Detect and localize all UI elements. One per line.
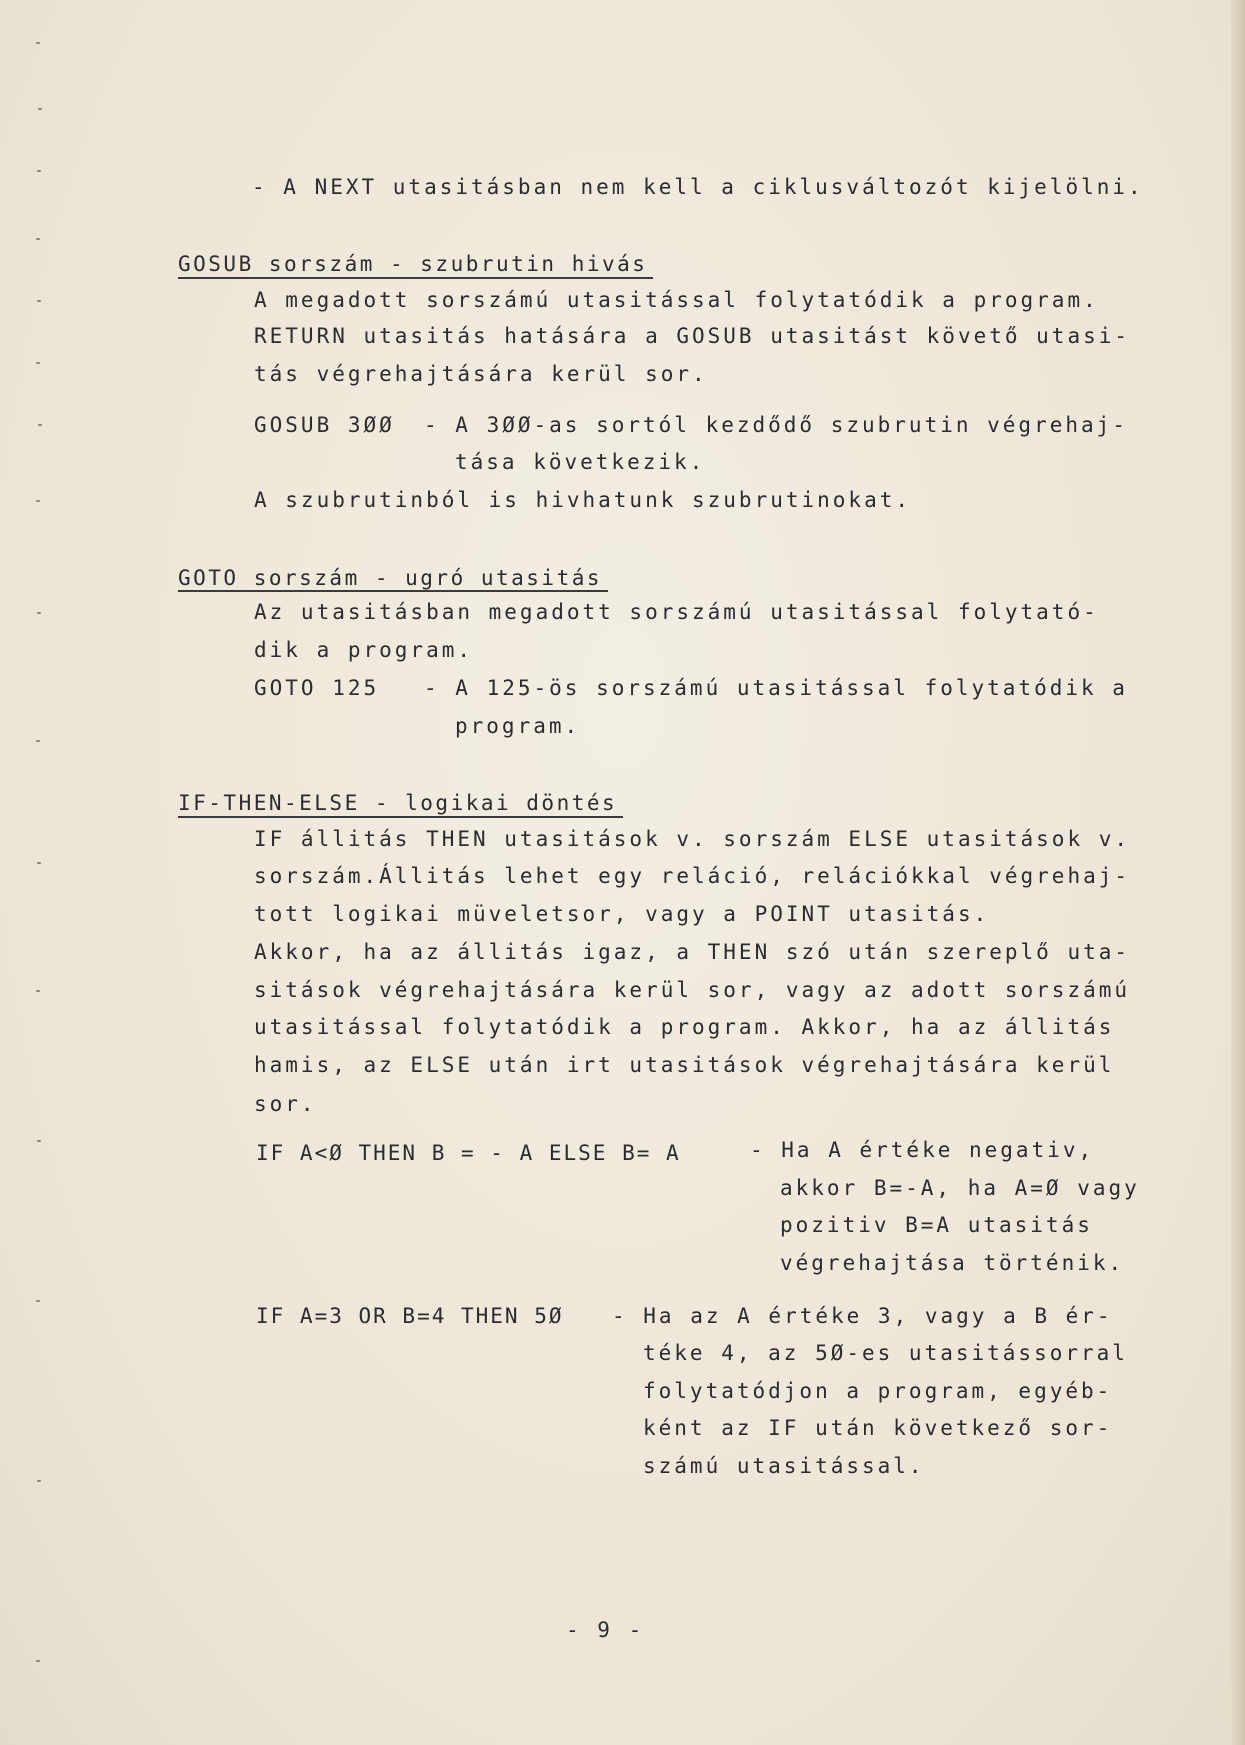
margin-dot [36,990,40,992]
ifthen-body-line: sorszám.Állitás lehet egy reláció, relációkkal végrehaj- [254,864,1131,888]
margin-dot [38,424,42,426]
goto-body-line: dik a program. [254,638,474,662]
margin-dot [36,238,40,240]
ifthen-example1-desc: akkor B=-A, ha A=Ø vagy [780,1176,1140,1200]
margin-dot [36,740,40,742]
goto-heading-underline [178,590,608,592]
ifthen-example2-desc: - Ha az A értéke 3, vagy a B ér- [612,1304,1113,1328]
paper-edge [1231,0,1245,1745]
ifthen-example2-desc: ként az IF után következő sor- [643,1416,1113,1440]
intro-line: - A NEXT utasitásban nem kell a ciklusváltozót kijelölni. [252,175,1144,199]
gosub-body-line: RETURN utasitás hatására a GOSUB utasitást követő utasi- [254,324,1131,348]
ifthen-example1-desc: - Ha A értéke negativ, [750,1138,1095,1162]
goto-example-code: GOTO 125 [254,676,380,700]
margin-dot [36,42,40,44]
ifthen-body-line: sor. [254,1092,317,1116]
ifthen-example2-code: IF A=3 OR B=4 THEN 5Ø [256,1304,564,1328]
ifthen-body-line: utasitással folytatódik a program. Akkor, ha az állitás [254,1015,1115,1039]
margin-dot [36,1660,40,1662]
ifthen-heading-underline [178,816,623,818]
goto-body-line: Az utasitásban megadott sorszámú utasitással folytató- [254,600,1099,624]
goto-heading: GOTO sorszám - ugró utasitás [178,566,603,590]
gosub-body-line: tás végrehajtására kerül sor. [254,362,708,386]
margin-dot [37,1140,41,1142]
gosub-note: A szubrutinból is hivhatunk szubrutinokat. [254,488,912,512]
ifthen-example1-desc: végrehajtása történik. [780,1251,1125,1275]
gosub-body-line: A megadott sorszámú utasitással folytatódik a program. [254,288,1099,312]
ifthen-body-line: Akkor, ha az állitás igaz, a THEN szó után szereplő uta- [254,940,1131,964]
ifthen-heading: IF-THEN-ELSE - logikai döntés [178,791,618,815]
page-number: - 9 - [566,1618,645,1642]
ifthen-example2-desc: téke 4, az 5Ø-es utasitássorral [643,1341,1128,1365]
ifthen-body-line: tott logikai müveletsor, vagy a POINT utasitás. [254,902,990,926]
ifthen-example2-desc: folytatódjon a program, egyéb- [643,1379,1113,1403]
goto-example-desc: - A 125-ös sorszámú utasitással folytatódik a [424,676,1128,700]
margin-dot [37,300,41,302]
goto-example-desc: program. [455,714,581,738]
margin-dot [36,500,40,502]
gosub-example-code: GOSUB 3ØØ [254,413,395,437]
ifthen-body-line: IF állitás THEN utasitások v. sorszám ELSE utasitások v. [254,827,1131,851]
margin-dot [37,1480,41,1482]
ifthen-example1-code: IF A<Ø THEN B = - A ELSE B= A [256,1141,681,1165]
margin-dot [38,108,42,110]
gosub-example-desc: tása következik. [455,450,706,474]
margin-dot [36,1300,40,1302]
gosub-example-desc: - A 3ØØ-as sortól kezdődő szubrutin végrehaj- [424,413,1128,437]
margin-dot [37,862,41,864]
margin-dot [37,612,41,614]
margin-dot [36,362,40,364]
margin-dot [37,170,41,172]
ifthen-body-line: hamis, az ELSE után irt utasitások végrehajtására kerül [254,1053,1115,1077]
gosub-heading-underline [178,277,653,279]
gosub-heading: GOSUB sorszám - szubrutin hivás [178,252,648,276]
ifthen-example1-desc: pozitiv B=A utasitás [780,1213,1093,1237]
ifthen-body-line: sitások végrehajtására kerül sor, vagy az adott sorszámú [254,978,1131,1002]
ifthen-example2-desc: számú utasitással. [643,1454,925,1478]
